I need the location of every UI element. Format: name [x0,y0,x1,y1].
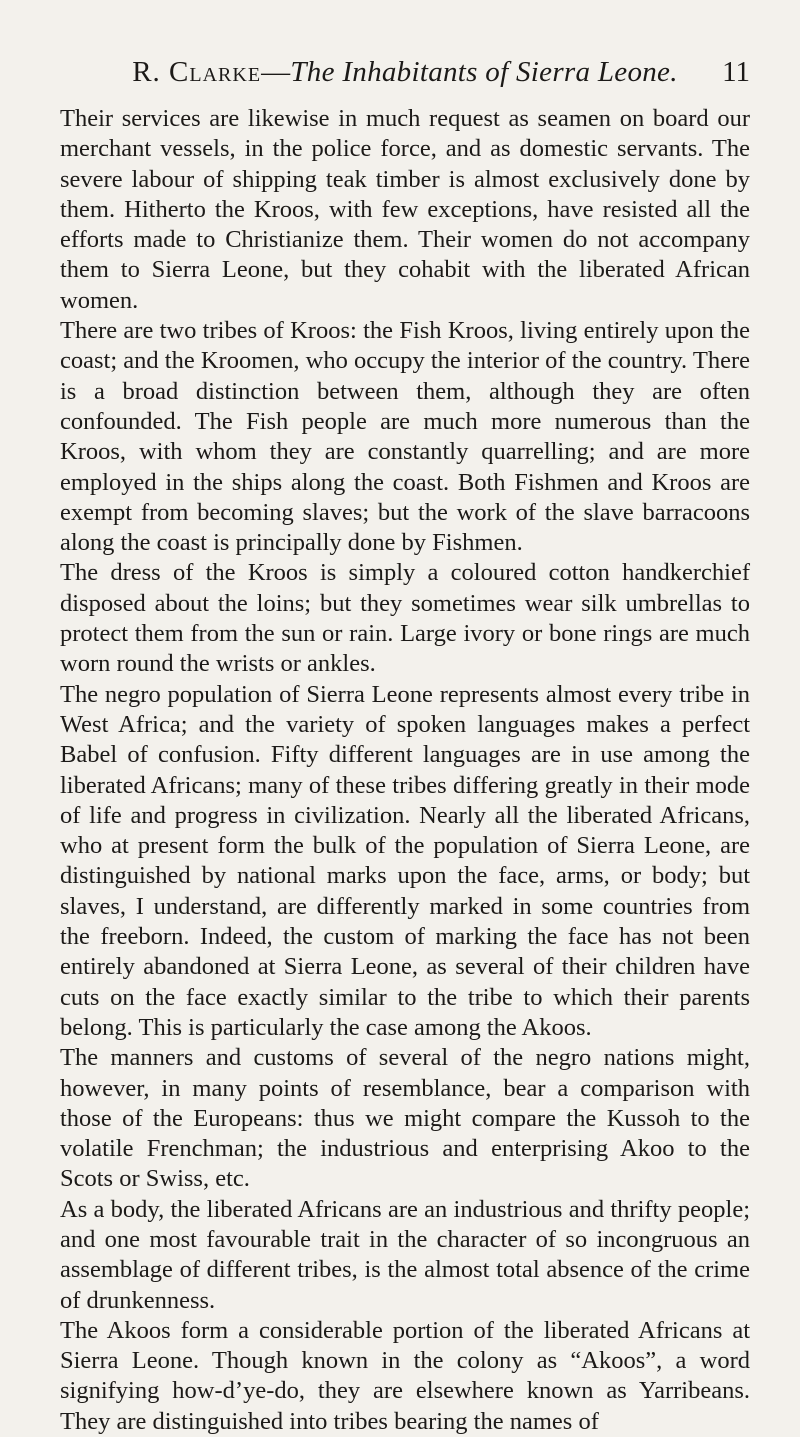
running-head [60,56,750,96]
paragraph: The negro population of Sierra Leone represents almost every tribe in West Africa; and the variety of spoken languages makes a perfect Babel of confusion. Fifty different languages are in use among the liberated Africans; many of these tribes differing greatly in their mode of life and progress in civilization. Nearly all the liberated Africans, who at present form the bulk of the population of Sierra Leone, are distinguished by national marks upon the face, arms, or body; but slaves, I understand, are differently marked in some countries from the freeborn. Indeed, the custom of marking the face has not been entirely abandoned at Sierra Leone, as several of their children have cuts on the face exactly similar to the tribe to which their parents belong. This is particularly the case among the Akoos. [60,680,750,1041]
paragraph: As a body, the liberated Africans are an industrious and thrifty people; and one most favourable trait in the character of so incongruous an assemblage of different tribes, is the almost total absence of the crime of drunkenness. [60,1195,750,1314]
article-title: The Inhabitants of Sierra Leone. [290,56,678,88]
paragraph: The manners and customs of several of the negro nations might, however, in many points of resemblance, bear a comparison with those of the Europeans: thus we might compare the Kussoh to the volatile Frenchman; the industrious and enterprising Akoo to the Scots or Swiss, etc. [60,1044,750,1193]
body-text [60,104,750,1437]
author-name: R. Clarke [132,56,262,88]
paragraph: Their services are likewise in much request as seamen on board our merchant vessels, in the police force, and as domestic servants. The severe labour of shipping teak timber is almost exclusively done by them. Hitherto the Kroos, with few exceptions, have resisted all the efforts made to Christianize them. Their women do not accompany them to Sierra Leone, but they cohabit with the liberated African women. [60,105,750,314]
paragraph: The dress of the Kroos is simply a coloured cotton handkerchief disposed about the loins; but they sometimes wear silk umbrellas to protect them from the sun or rain. Large ivory or bone rings are much worn round the wrists or ankles. [60,559,750,678]
title-dash: — [261,56,291,88]
page-number: 11 [722,56,750,88]
running-title [60,56,750,89]
paragraph: There are two tribes of Kroos: the Fish Kroos, living entirely upon the coast; and the Kroomen, who occupy the interior of the country. There is a broad distinction between them, although they are often confounded. The Fish people are much more numerous than the Kroos, with whom they are constantly quarrelling; and are more employed in the ships along the coast. Both Fishmen and Kroos are exempt from becoming slaves; but the work of the slave barracoons along the coast is principally done by Fishmen. [60,317,750,557]
paragraph: The Akoos form a considerable portion of the liberated Africans at Sierra Leone. Though known in the colony as “Akoos”, a word signifying how-d’ye-do, they are elsewhere known as Yarribeans. They are distinguished into tribes bearing the names of [60,1316,750,1435]
